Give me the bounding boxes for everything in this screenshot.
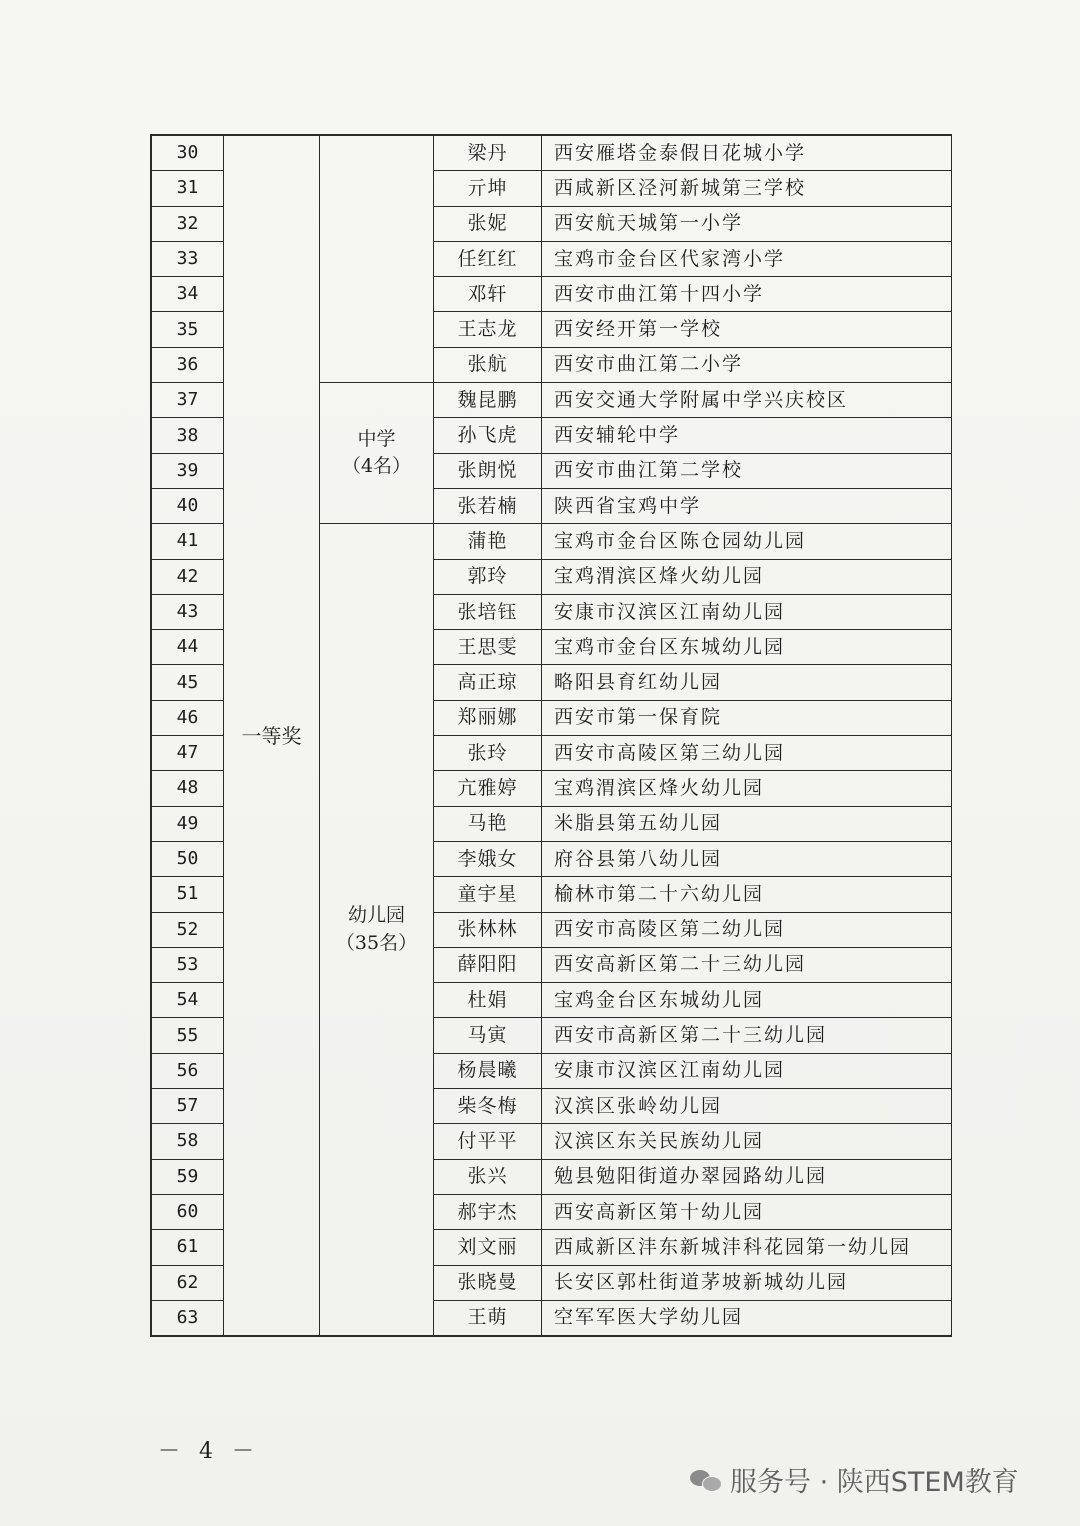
school-name: 府谷县第八幼儿园 [542, 841, 952, 876]
row-number: 34 [152, 277, 224, 312]
watermark-text: 服务号 · 陕西STEM教育 [730, 1467, 1019, 1498]
winner-name: 马艳 [434, 806, 542, 841]
row-number: 56 [152, 1053, 224, 1088]
winner-name: 郭玲 [434, 559, 542, 594]
winner-name: 张兴 [434, 1159, 542, 1194]
school-name: 西安航天城第一小学 [542, 206, 952, 241]
school-name: 空军军医大学幼儿园 [542, 1300, 952, 1335]
school-name: 汉滨区东关民族幼儿园 [542, 1124, 952, 1159]
winner-name: 张妮 [434, 206, 542, 241]
row-number: 44 [152, 630, 224, 665]
school-name: 陕西省宝鸡中学 [542, 488, 952, 523]
winner-name: 高正琼 [434, 665, 542, 700]
winner-name: 王思雯 [434, 630, 542, 665]
school-name: 宝鸡市金台区东城幼儿园 [542, 630, 952, 665]
school-name: 宝鸡渭滨区烽火幼儿园 [542, 559, 952, 594]
group-cell-kindergarten [320, 524, 434, 1336]
school-name: 西安市曲江第二小学 [542, 347, 952, 382]
watermark [690, 1460, 1019, 1499]
row-number: 54 [152, 983, 224, 1018]
school-name: 勉县勉阳街道办翠园路幼儿园 [542, 1159, 952, 1194]
school-name: 西安高新区第二十三幼儿园 [542, 947, 952, 982]
school-name: 宝鸡渭滨区烽火幼儿园 [542, 771, 952, 806]
school-name: 米脂县第五幼儿园 [542, 806, 952, 841]
row-number: 35 [152, 312, 224, 347]
winner-name: 柴冬梅 [434, 1089, 542, 1124]
school-name: 西安交通大学附属中学兴庆校区 [542, 383, 952, 418]
row-number: 36 [152, 347, 224, 382]
school-name: 西安雁塔金泰假日花城小学 [542, 136, 952, 171]
row-number: 51 [152, 877, 224, 912]
winner-name: 王志龙 [434, 312, 542, 347]
group-count: （35名） [335, 931, 418, 954]
row-number: 42 [152, 559, 224, 594]
row-number: 53 [152, 947, 224, 982]
winner-name: 魏昆鹏 [434, 383, 542, 418]
school-name: 榆林市第二十六幼儿园 [542, 877, 952, 912]
school-name: 长安区郭杜街道茅坡新城幼儿园 [542, 1265, 952, 1300]
row-number: 63 [152, 1300, 224, 1335]
group-cell-middle-school [320, 383, 434, 524]
row-number: 43 [152, 594, 224, 629]
row-number: 46 [152, 700, 224, 735]
table-row [152, 136, 952, 171]
school-name: 西安市高陵区第二幼儿园 [542, 912, 952, 947]
winner-name: 蒲艳 [434, 524, 542, 559]
award-table-body [152, 136, 952, 1336]
row-number: 50 [152, 841, 224, 876]
row-number: 48 [152, 771, 224, 806]
row-number: 59 [152, 1159, 224, 1194]
group-cell-primary [320, 136, 434, 383]
award-table [150, 134, 952, 1337]
school-name: 西安辅轮中学 [542, 418, 952, 453]
winner-name: 张培钰 [434, 594, 542, 629]
school-name: 宝鸡金台区东城幼儿园 [542, 983, 952, 1018]
group-label: 幼儿园 [347, 904, 405, 927]
row-number: 38 [152, 418, 224, 453]
winner-name: 张若楠 [434, 488, 542, 523]
school-name: 西安市高新区第二十三幼儿园 [542, 1018, 952, 1053]
winner-name: 孙飞虎 [434, 418, 542, 453]
school-name: 略阳县育红幼儿园 [542, 665, 952, 700]
winner-name: 张朗悦 [434, 453, 542, 488]
school-name: 西咸新区沣东新城沣科花园第一幼儿园 [542, 1230, 952, 1265]
row-number: 52 [152, 912, 224, 947]
school-name: 西安经开第一学校 [542, 312, 952, 347]
row-number: 55 [152, 1018, 224, 1053]
winner-name: 亢雅婷 [434, 771, 542, 806]
row-number: 32 [152, 206, 224, 241]
row-number: 60 [152, 1194, 224, 1229]
winner-name: 张晓曼 [434, 1265, 542, 1300]
school-name: 西安高新区第十幼儿园 [542, 1194, 952, 1229]
winner-name: 邓轩 [434, 277, 542, 312]
row-number: 33 [152, 241, 224, 276]
row-number: 58 [152, 1124, 224, 1159]
school-name: 安康市汉滨区江南幼儿园 [542, 594, 952, 629]
school-name: 西安市曲江第二学校 [542, 453, 952, 488]
row-number: 37 [152, 383, 224, 418]
school-name: 西安市高陵区第三幼儿园 [542, 736, 952, 771]
group-count: （4名） [341, 455, 412, 478]
winner-name: 张玲 [434, 736, 542, 771]
row-number: 61 [152, 1230, 224, 1265]
winner-name: 付平平 [434, 1124, 542, 1159]
winner-name: 马寅 [434, 1018, 542, 1053]
winner-name: 郝宇杰 [434, 1194, 542, 1229]
row-number: 62 [152, 1265, 224, 1300]
school-name: 宝鸡市金台区代家湾小学 [542, 241, 952, 276]
winner-name: 杜娟 [434, 983, 542, 1018]
group-label: 中学 [357, 427, 396, 450]
winner-name: 张林林 [434, 912, 542, 947]
award-level: 一等奖 [224, 136, 320, 1336]
winner-name: 童宇星 [434, 877, 542, 912]
winner-name: 郑丽娜 [434, 700, 542, 735]
school-name: 西咸新区泾河新城第三学校 [542, 171, 952, 206]
row-number: 40 [152, 488, 224, 523]
winner-name: 王萌 [434, 1300, 542, 1335]
winner-name: 任红红 [434, 241, 542, 276]
winner-name: 薛阳阳 [434, 947, 542, 982]
row-number: 31 [152, 171, 224, 206]
school-name: 汉滨区张岭幼儿园 [542, 1089, 952, 1124]
winner-name: 张航 [434, 347, 542, 382]
winner-name: 梁丹 [434, 136, 542, 171]
wechat-icon [690, 1468, 720, 1492]
winner-name: 杨晨曦 [434, 1053, 542, 1088]
school-name: 安康市汉滨区江南幼儿园 [542, 1053, 952, 1088]
winner-name: 刘文丽 [434, 1230, 542, 1265]
row-number: 39 [152, 453, 224, 488]
row-number: 57 [152, 1089, 224, 1124]
school-name: 西安市曲江第十四小学 [542, 277, 952, 312]
page-number: － 4 － [158, 1439, 260, 1464]
row-number: 47 [152, 736, 224, 771]
row-number: 45 [152, 665, 224, 700]
row-number: 30 [152, 136, 224, 171]
row-number: 49 [152, 806, 224, 841]
school-name: 西安市第一保育院 [542, 700, 952, 735]
winner-name: 李娥女 [434, 841, 542, 876]
row-number: 41 [152, 524, 224, 559]
school-name: 宝鸡市金台区陈仓园幼儿园 [542, 524, 952, 559]
winner-name: 亓坤 [434, 171, 542, 206]
